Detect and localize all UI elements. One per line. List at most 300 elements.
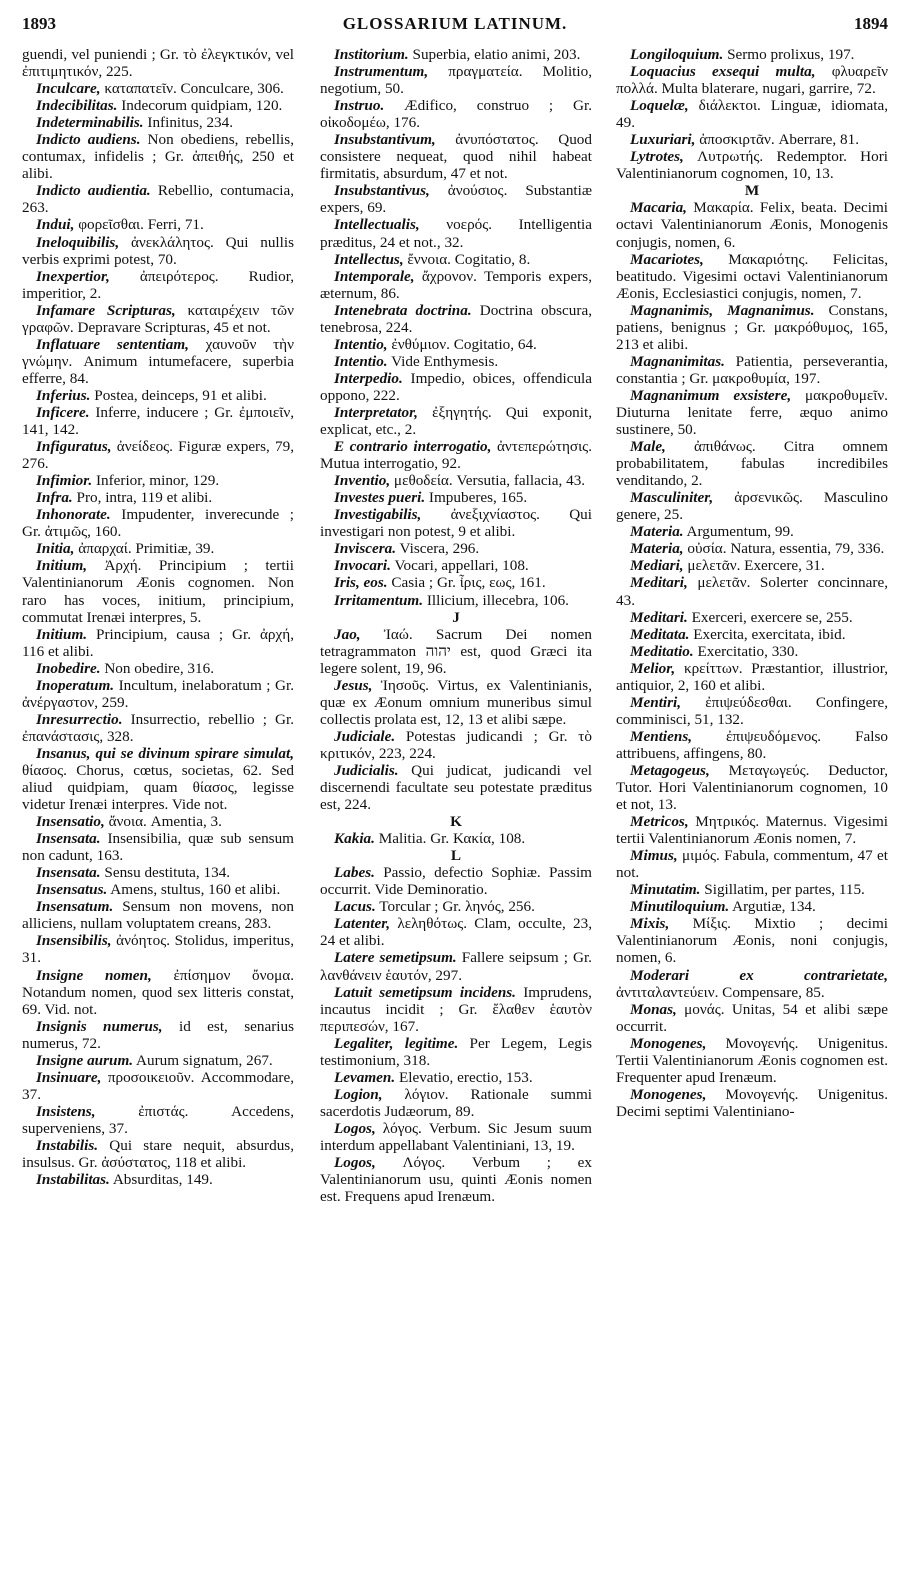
entry-headword: Lytrotes, xyxy=(630,148,684,166)
entry-headword: Intemporale, xyxy=(334,267,415,285)
entry-definition: Rebellio, contumacia, 263. xyxy=(22,182,294,217)
entry-definition: χαυνοῦν τὴν γνώμην. Animum intumefacere, superbia efferre, 84. xyxy=(22,335,294,387)
glossary-entry xyxy=(320,1035,592,1069)
entry-headword: Initium. xyxy=(36,625,88,643)
entry-definition: Absurditas, 149. xyxy=(109,1171,213,1189)
entry-headword: Intentio, xyxy=(334,335,388,353)
entry-headword: Insubstantivus, xyxy=(334,182,430,200)
glossary-entry xyxy=(22,182,294,216)
glossary-entry xyxy=(22,967,294,1018)
entry-headword: Insensatio, xyxy=(36,813,105,831)
glossary-entry xyxy=(616,1001,888,1035)
entry-headword: Mediari, xyxy=(630,557,684,575)
entry-headword: Monogenes, xyxy=(630,1085,707,1103)
entry-definition: κρείττων. Præstantior, illustrior, antiquior, 2, 160 et alibi. xyxy=(616,659,888,694)
entry-definition: Amens, stultus, 160 et alibi. xyxy=(107,881,281,899)
page-header xyxy=(22,14,888,38)
entry-headword: Latuit semetipsum incidens. xyxy=(334,983,516,1001)
letter-heading: K xyxy=(450,813,462,831)
entry-headword: Interpretator, xyxy=(334,403,418,421)
entry-headword: Materia. xyxy=(630,523,684,541)
entry-definition: Inferre, inducere ; Gr. ἐμποιεῖν, 141, 142. xyxy=(22,403,294,439)
entry-headword: Insensata. xyxy=(36,864,101,882)
entry-headword: Metagogeus, xyxy=(630,761,710,779)
entry-definition: Vide Enthymesis. xyxy=(387,352,499,370)
glossary-entry xyxy=(320,949,592,983)
column-middle xyxy=(320,46,592,1571)
glossary-entry xyxy=(616,302,888,353)
glossary-entry xyxy=(320,353,592,370)
entry-definition: Λυτρωτής. Redemptor. Hori Valentinianorum cognomen, 10, 13. xyxy=(616,148,888,183)
entry-definition: ἀνείδεος. Figuræ expers, 79, 276. xyxy=(22,438,294,473)
entry-headword: Instruo. xyxy=(334,97,385,115)
entry-definition: ἀντεπερώτησις. Mutua interrogatio, 92. xyxy=(320,438,592,473)
entry-definition: ἐπιψεύδεσθαι. Confingere, comminisci, 51, 132. xyxy=(616,693,888,728)
entry-definition: Μητρικός. Maternus. Vigesimi tertii Valentinianorum Æonis nomen, 7. xyxy=(616,813,888,848)
entry-definition: ἀνούσιος. Substantiæ expers, 69. xyxy=(320,182,592,217)
glossary-entry xyxy=(22,711,294,745)
entry-definition: νοερός. Intelligentia præditus, 24 et not., 32. xyxy=(320,216,592,251)
entry-headword: Monas, xyxy=(630,1000,677,1018)
entry-headword: Meditari, xyxy=(630,574,688,592)
entry-headword: Investigabilis, xyxy=(334,506,422,524)
glossary-entry xyxy=(320,677,592,728)
letter-heading: L xyxy=(450,847,462,865)
entry-headword: Inviscera. xyxy=(334,540,397,558)
entry-headword: Luxuriari, xyxy=(630,131,696,149)
glossary-entry xyxy=(22,114,294,131)
entry-headword: Infiguratus, xyxy=(36,438,112,456)
entry-definition: Fallere seipsum ; Gr. λανθάνειν ἑαυτόν, 297. xyxy=(320,949,592,984)
entry-headword: Monogenes, xyxy=(630,1034,707,1052)
entry-headword: Inficere. xyxy=(36,403,90,421)
column-right xyxy=(616,46,888,1571)
glossary-entry xyxy=(22,438,294,472)
entry-definition: Argumentum, 99. xyxy=(683,523,794,541)
glossary-entry xyxy=(616,523,888,540)
entry-definition: ἔννοια. Cogitatio, 8. xyxy=(403,250,531,268)
entry-definition: λόγος. Verbum. Sic Jesum suum interdum appellabant Valentiniani, 13, 19. xyxy=(320,1119,592,1154)
glossary-entry xyxy=(616,557,888,574)
entry-definition: Argutiæ, 134. xyxy=(729,898,816,916)
glossary-entry xyxy=(616,694,888,728)
glossary-entry xyxy=(616,251,888,302)
glossary-entry xyxy=(616,967,888,1001)
entry-definition: Patientia, perseverantia, constantia ; Gr. μακροθυμία, 197. xyxy=(616,352,888,387)
entry-definition: λεληθότως. Clam, occulte, 23, 24 et alibi. xyxy=(320,915,592,950)
page-number-right: 1894 xyxy=(854,14,888,33)
entry-definition: ἀνυπόστατος. Quod consistere nequeat, quod nihil habeat firmitatis, absurdum, 47 et not. xyxy=(320,131,592,183)
entry-headword: Infimior. xyxy=(36,472,93,490)
entry-headword: Insignis numerus, xyxy=(36,1017,163,1035)
entry-headword: Legaliter, legitime. xyxy=(334,1034,459,1052)
entry-definition: Μίξις. Mixtio ; decimi Valentinianorum Æonis, noni conjugis, nomen, 6. xyxy=(616,915,888,967)
entry-definition: διάλεκτοι. Linguæ, idiomata, 49. xyxy=(616,97,888,132)
entry-headword: Metricos, xyxy=(630,813,689,831)
entry-headword: Magnanimum exsistere, xyxy=(630,386,792,404)
glossary-entry xyxy=(22,898,294,932)
entry-headword: Instabilitas. xyxy=(36,1171,110,1189)
entry-headword: Lacus. xyxy=(334,898,376,916)
entry-definition: Incultum, inelaboratum ; Gr. ἀνέργαστον, 259. xyxy=(22,676,294,711)
glossary-entry xyxy=(320,592,592,609)
glossary-entry xyxy=(22,813,294,830)
glossary-entry xyxy=(616,915,888,966)
glossary-entry xyxy=(22,489,294,506)
entry-headword: Mixis, xyxy=(630,915,670,933)
entry-headword: Indicto audientia. xyxy=(36,182,151,200)
entry-headword: Intenebrata doctrina. xyxy=(334,301,472,319)
entry-headword: Jao, xyxy=(334,625,361,643)
entry-definition: Non obedire, 316. xyxy=(100,659,215,677)
entry-headword: Insubstantivum, xyxy=(334,131,436,149)
entry-definition: Viscera, 296. xyxy=(396,540,480,558)
glossary-entry xyxy=(616,574,888,608)
glossary-entry xyxy=(320,438,592,472)
glossary-entry xyxy=(320,540,592,557)
entry-definition: Μακαριότης. Felicitas, beatitudo. Vigesimi octavi Valentinianorum Æonis, Ecclesiastici conjugis, nomen, 7. xyxy=(616,250,888,302)
entry-definition: Illicium, illecebra, 106. xyxy=(423,591,569,609)
glossary-entry xyxy=(22,1137,294,1171)
entry-definition: Superbia, elatio animi, 203. xyxy=(408,46,581,63)
glossary-entry xyxy=(616,643,888,660)
entry-definition: Μονογενής. Unigenitus. Tertii Valentinianorum Æonis cognomen est. Frequenter apud Irenæum. xyxy=(616,1034,888,1086)
entry-headword: Insensata. xyxy=(36,830,101,848)
glossary-entry xyxy=(616,660,888,694)
glossary-entry xyxy=(616,762,888,813)
glossary-entry xyxy=(616,898,888,915)
entry-definition: Impudenter, inverecunde ; Gr. ἀτιμῶς, 160. xyxy=(22,506,294,541)
entry-definition: Ἰησοῦς. Virtus, ex Valentinianis, quæ ex Æonum omnium muneribus simul collectis prolata est, 12, 13 et alibi sæpe. xyxy=(320,676,592,728)
entry-headword: Loquacius exsequi multa, xyxy=(630,63,816,81)
entry-definition: ἄχρονον. Temporis expers, æternum, 86. xyxy=(320,267,592,302)
glossary-entry xyxy=(616,813,888,847)
entry-headword: Judiciale. xyxy=(334,727,396,745)
entry-definition: μιμός. Fabula, commentum, 47 et not. xyxy=(616,847,888,882)
entry-headword: Levamen. xyxy=(334,1068,396,1086)
entry-headword: Magnanimitas. xyxy=(630,352,725,370)
glossary-entry xyxy=(320,216,592,250)
entry-headword: Initia, xyxy=(36,540,75,558)
glossary-entry xyxy=(320,898,592,915)
glossary-entry xyxy=(320,1120,592,1154)
entry-headword: Jesus, xyxy=(334,676,373,694)
entry-definition: Insurrectio, rebellio ; Gr. ἐπανάστασις, 328. xyxy=(22,710,294,745)
glossary-entry xyxy=(320,574,592,591)
letter-heading: J xyxy=(452,608,460,626)
entry-definition: Non obediens, rebellis, contumax, infidelis ; Gr. ἀπειθής, 250 et alibi. xyxy=(22,131,294,183)
entry-headword: Insensibilis, xyxy=(36,932,112,950)
entry-definition: Sermo prolixus, 197. xyxy=(723,46,855,63)
entry-headword: Intentio. xyxy=(334,352,388,370)
entry-headword: Minutatim. xyxy=(630,881,701,899)
glossary-entry xyxy=(22,268,294,302)
glossary-entry xyxy=(22,660,294,677)
entry-headword: E contrario interrogatio, xyxy=(334,438,492,456)
entry-definition: Μονογενής. Unigenitus. Decimi septimi Valentiniano- xyxy=(616,1085,888,1120)
entry-headword: Masculiniter, xyxy=(630,489,714,507)
glossary-entry xyxy=(320,268,592,302)
entry-definition: Potestas judicandi ; Gr. τὸ κριτικόν, 223, 224. xyxy=(320,727,592,762)
entry-definition: καταπατεῖν. Conculcare, 306. xyxy=(100,80,284,98)
entry-definition: θίασος. Chorus, cœtus, societas, 62. Sed aliud quidpiam, quam θίασος, legisse videtur Irenæi interpres. Vide not. xyxy=(22,761,294,814)
entry-headword: Mimus, xyxy=(630,847,678,865)
entry-headword: Logos, xyxy=(334,1119,376,1137)
entry-definition: μελετᾶν. Solerter concinnare, 43. xyxy=(616,574,888,609)
glossary-entry xyxy=(616,847,888,881)
entry-headword: Indicto audiens. xyxy=(36,131,141,149)
glossary-entry xyxy=(616,148,888,182)
glossary-entry xyxy=(22,80,294,97)
entry-definition: φορεῖσθαι. Ferri, 71. xyxy=(74,216,204,234)
glossary-entry xyxy=(320,830,592,847)
entry-definition: μεθοδεία. Versutia, fallacia, 43. xyxy=(390,472,586,490)
glossary-entry xyxy=(616,97,888,131)
glossary-entry xyxy=(616,609,888,626)
entry-definition: Sensum non movens, non alliciens, nullam voluptatem creans, 283. xyxy=(22,898,294,933)
entry-headword: Logion, xyxy=(334,1085,383,1103)
entry-headword: Mentiri, xyxy=(630,693,682,711)
glossary-entry xyxy=(22,234,294,268)
glossary-entry xyxy=(616,438,888,489)
glossary-entry xyxy=(22,46,294,80)
entry-definition: ἀρσενικῶς. Masculino genere, 25. xyxy=(616,489,888,524)
glossary-entry xyxy=(616,1086,888,1120)
glossary-entry xyxy=(22,1069,294,1103)
entry-headword: Insigne nomen, xyxy=(36,966,152,984)
entry-headword: Interpedio. xyxy=(334,369,403,387)
entry-headword: Judicialis. xyxy=(334,761,399,779)
entry-definition: ἐπιψευδόμενος. Falso attribuens, affingens, 80. xyxy=(616,727,888,762)
page-number-left: 1893 xyxy=(22,14,56,33)
entry-definition: ἐπίσημον ὄνομα. Notandum nomen, quod sex litteris constat, 69. Vid. not. xyxy=(22,966,294,1018)
entry-headword: Instabilis. xyxy=(36,1137,99,1154)
entry-headword: Macariotes, xyxy=(630,250,704,268)
entry-headword: Intellectualis, xyxy=(334,216,420,234)
glossary-entry xyxy=(22,881,294,898)
glossary-entry xyxy=(320,915,592,949)
entry-definition: ἀνεκλάλητος. Qui nullis verbis exprimi potest, 70. xyxy=(22,233,294,268)
glossary-entry xyxy=(320,1069,592,1086)
entry-definition: ἀπιθάνως. Citra omnem probabilitatem, fabulas incredibiles venditando, 2. xyxy=(616,438,888,490)
glossary-entry xyxy=(320,251,592,268)
glossary-entry xyxy=(320,762,592,813)
entry-definition: Ἀρχή. Principium ; tertii Valentinianorum Æonis cognomen. Non raro has voces, initium, principium, commutat Irenæi interpres, 5. xyxy=(22,557,294,626)
entry-headword: Magnanimis, Magnanimus. xyxy=(630,301,815,319)
entry-headword: Inferius. xyxy=(36,386,91,404)
entry-headword: Logos, xyxy=(334,1154,376,1172)
entry-headword: Insinuare, xyxy=(36,1068,102,1086)
entry-headword: Inculcare, xyxy=(36,80,101,98)
entry-headword: Insanus, qui se divinum spirare simulat, xyxy=(36,744,294,762)
entry-definition: οὐσία. Natura, essentia, 79, 336. xyxy=(683,540,885,558)
entry-definition: Infinitus, 234. xyxy=(143,114,234,132)
entry-definition: Sigillatim, per partes, 115. xyxy=(700,881,865,899)
glossary-entry xyxy=(22,472,294,489)
entry-definition: λόγιον. Rationale summi sacerdotis Judæorum, 89. xyxy=(320,1085,592,1120)
entry-headword: Indui, xyxy=(36,216,75,234)
entry-definition: Impuberes, 165. xyxy=(425,489,528,507)
glossary-entry xyxy=(320,626,592,677)
entry-definition: καταιρέχειν τῶν γραφῶν. Depravare Scripturas, 45 et not. xyxy=(22,301,294,336)
glossary-entry xyxy=(320,489,592,506)
column-left xyxy=(22,46,294,1571)
entry-definition: Vocari, appellari, 108. xyxy=(390,557,529,575)
glossary-entry xyxy=(320,404,592,438)
entry-headword: Inexpertior, xyxy=(36,267,110,285)
entry-definition: Μεταγωγεύς. Deductor, Tutor. Hori Valentinianorum cognomen, 10 et not, 13. xyxy=(616,761,888,814)
entry-headword: Materia, xyxy=(630,540,684,558)
entry-headword: Labes. xyxy=(334,864,375,882)
glossary-entry xyxy=(616,728,888,762)
entry-headword: Indecibilitas. xyxy=(36,97,118,115)
entry-definition: Exercita, exercitata, ibid. xyxy=(689,625,846,643)
entry-headword: Insensatum. xyxy=(36,898,114,916)
glossary-entry xyxy=(22,830,294,864)
entry-definition: Passio, defectio Sophiæ. Passim occurrit. Vide Deminoratio. xyxy=(320,864,592,899)
entry-headword: Insensatus. xyxy=(36,881,108,899)
entry-definition: Ἰαώ. Sacrum Dei nomen tetragrammaton יהוה est, quod Græci ita legere solent, 19, 96. xyxy=(320,625,592,677)
entry-headword: Ineloquibilis, xyxy=(36,233,120,251)
entry-headword: Infra. xyxy=(36,489,73,507)
glossary-entry xyxy=(22,626,294,660)
glossary-entry xyxy=(616,540,888,557)
entry-headword: Latere semetipsum. xyxy=(334,949,457,967)
glossary-entry xyxy=(320,984,592,1035)
entry-definition: Qui stare nequit, absurdus, insulsus. Gr. ἀσύστατος, 118 et alibi. xyxy=(22,1137,294,1172)
entry-definition: μονάς. Unitas, 54 et alibi sæpe occurrit. xyxy=(616,1000,888,1035)
entry-definition: ἀπαρχαί. Primitiæ, 39. xyxy=(74,540,215,558)
entry-headword: Minutiloquium. xyxy=(630,898,730,916)
entry-definition: Qui judicat, judicandi vel discernendi facultate seu potestate præditus est, 224. xyxy=(320,761,592,814)
glossary-entry xyxy=(22,932,294,966)
entry-definition: ἐπιστάς. Accedens, superveniens, 37. xyxy=(22,1102,294,1137)
entry-definition: Insensibilia, quæ sub sensum non cadunt, 163. xyxy=(22,830,294,865)
glossary-entry xyxy=(616,63,888,97)
entry-definition: Torcular ; Gr. ληνός, 256. xyxy=(375,898,535,916)
entry-definition: ἀπειρότερος. Rudior, imperitior, 2. xyxy=(22,267,294,302)
entry-headword: Meditatio. xyxy=(630,642,694,660)
glossary-entry xyxy=(22,540,294,557)
entry-definition: φλυαρεῖν πολλά. Multa blaterare, nugari, garrire, 72. xyxy=(616,63,888,98)
letter-heading: M xyxy=(744,182,760,200)
glossary-entry xyxy=(616,387,888,438)
glossary-entry xyxy=(320,336,592,353)
glossary-entry xyxy=(22,745,294,813)
glossary-entry xyxy=(616,46,888,63)
entry-headword: Intellectus, xyxy=(334,250,404,268)
entry-definition: Μακαρία. Felix, beata. Decimi octavi Valentinianorum Æonis, Monogenis conjugis, nomen, 6. xyxy=(616,199,888,251)
glossary-entry xyxy=(22,506,294,540)
glossary-entry xyxy=(616,353,888,387)
entry-definition: μακροθυμεῖν. Diuturna lenitate ferre, æquo animo sustinere, 50. xyxy=(616,386,888,439)
glossary-entry xyxy=(22,216,294,233)
entry-headword: Meditari. xyxy=(630,608,688,626)
entry-definition: ἐξηγητής. Qui exponit, explicat, etc., 2. xyxy=(320,403,592,439)
entry-headword: Meditata. xyxy=(630,625,690,643)
entry-definition: Inferior, minor, 129. xyxy=(92,472,220,490)
glossary-entry xyxy=(320,182,592,216)
glossary-entry xyxy=(320,97,592,131)
running-title: GLOSSARIUM LATINUM. xyxy=(342,14,568,33)
entry-headword: Indeterminabilis. xyxy=(36,114,144,132)
glossary-entry xyxy=(22,387,294,404)
entry-headword: Irritamentum. xyxy=(334,591,424,609)
glossary-entry xyxy=(320,131,592,182)
glossary-entry xyxy=(616,199,888,250)
glossary-entry xyxy=(22,557,294,625)
entry-headword: Latenter, xyxy=(334,915,391,933)
entry-definition: Elevatio, erectio, 153. xyxy=(395,1068,533,1086)
entry-definition: Impedio, obices, offendicula oppono, 222. xyxy=(320,369,592,404)
glossary-entry xyxy=(22,336,294,387)
entry-headword: Insigne aurum. xyxy=(36,1051,134,1069)
entry-definition: Λόγος. Verbum ; ex Valentinianorum usu, quinti Æonis nomen est. Frequens apud Irenæum. xyxy=(320,1154,592,1206)
glossary-entry xyxy=(22,97,294,114)
entry-headword: Inoperatum. xyxy=(36,676,115,694)
glossary-entry xyxy=(616,626,888,643)
entry-headword: Invocari. xyxy=(334,557,391,575)
entry-headword: Initium, xyxy=(36,557,88,575)
entry-headword: Melior, xyxy=(630,659,676,677)
entry-headword: Moderari ex contrarietate, xyxy=(630,966,888,984)
entry-definition: Sensu destituta, 134. xyxy=(100,864,231,882)
entry-definition: Postea, deinceps, 91 et alibi. xyxy=(90,386,267,404)
glossary-entry xyxy=(320,1154,592,1205)
glossary-entry xyxy=(616,489,888,523)
entry-definition: Ædifico, construo ; Gr. οἰκοδομέω, 176. xyxy=(320,97,592,132)
entry-headword: Inresurrectio. xyxy=(36,710,123,728)
entry-headword: Inhonorate. xyxy=(36,506,111,524)
entry-headword: Inobedire. xyxy=(36,659,101,677)
entry-definition: ἀντιταλαντεύειν. Compensare, 85. xyxy=(616,983,825,1001)
entry-headword: Mentiens, xyxy=(630,727,693,745)
entry-definition: Doctrina obscura, tenebrosa, 224. xyxy=(320,301,592,336)
glossary-entry xyxy=(22,677,294,711)
entry-definition: ἐνθύμιον. Cogitatio, 64. xyxy=(387,335,537,353)
glossary-entry xyxy=(22,864,294,881)
entry-definition: Imprudens, incautus incidit ; Gr. ἔλαθεν ἑαυτὸν περιπεσών, 167. xyxy=(320,983,592,1035)
glossary-entry xyxy=(22,131,294,182)
entry-definition: Exercitatio, 330. xyxy=(693,642,799,660)
entry-definition: Constans, patiens, benignus ; Gr. μακρόθυμος, 165, 213 et alibi. xyxy=(616,301,888,353)
glossary-entry xyxy=(22,302,294,336)
entry-definition: Pro, intra, 119 et alibi. xyxy=(72,489,213,507)
entry-definition: Malitia. Gr. Κακία, 108. xyxy=(374,830,526,848)
entry-headword: Kakia. xyxy=(334,830,375,848)
glossary-entry xyxy=(320,63,592,97)
entry-definition: Indecorum quidpiam, 120. xyxy=(117,97,283,115)
entry-definition: ἀνεξιχνίαστος. Qui investigari non potest, 9 et alibi. xyxy=(320,506,592,541)
entry-headword: Loquelæ, xyxy=(630,97,689,115)
entry-headword: Longiloquium. xyxy=(630,46,724,63)
glossary-entry xyxy=(616,1035,888,1086)
entry-definition: guendi, vel puniendi ; Gr. τὸ ἐλεγκτικόν, vel ἐπιτιμητικόν, 225. xyxy=(22,46,294,81)
glossary-entry xyxy=(320,46,592,63)
entry-definition: ἄνοια. Amentia, 3. xyxy=(104,813,222,831)
entry-headword: Infamare Scripturas, xyxy=(36,301,176,319)
entry-definition: id est, senarius numerus, 72. xyxy=(22,1017,294,1052)
glossary-entry xyxy=(320,506,592,540)
glossary-entry xyxy=(320,472,592,489)
glossary-entry xyxy=(22,1103,294,1137)
entry-definition: προσοικειοῦν. Accommodare, 37. xyxy=(22,1068,294,1103)
entry-headword: Inflatuare sententiam, xyxy=(36,335,189,353)
entry-definition: ἀποσκιρτᾶν. Aberrare, 81. xyxy=(695,131,859,149)
entry-headword: Instrumentum, xyxy=(334,63,429,81)
entry-definition: ἀνόητος. Stolidus, imperitus, 31. xyxy=(22,932,294,967)
entry-headword: Investes pueri. xyxy=(334,489,426,507)
